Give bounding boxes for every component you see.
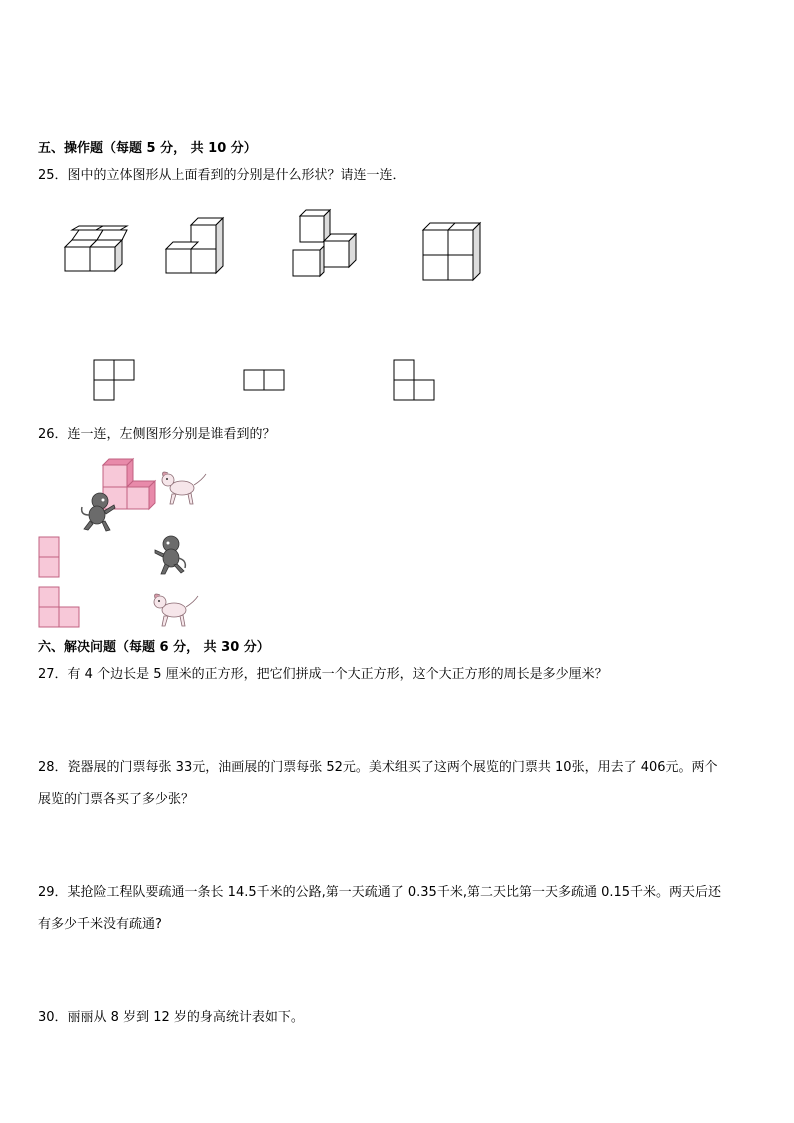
question-28-line-1: 28．瓷器展的门票每张 33元，油画展的门票每张 52元。美术组买了这两个展览的门票共 10张，用去了 406元。两个 [38,760,718,775]
q25-solid-d [420,220,484,284]
q26-dog-icon-1 [158,470,210,506]
section-6-title: 六、解决问题（每题 6 分， 共 30 分） [38,640,270,655]
q25-solid-b [163,214,229,276]
q26-dog-icon-2 [150,592,202,628]
question-29-line-1: 29．某抢险工程队要疏通一条长 14.5千米的公路,第一天疏通了 0.35千米,第二天比第一天多疏通 0.15千米。两天后还 [38,885,722,900]
q26-side-view-shape [38,586,84,630]
q25-top-view-1 [93,359,137,403]
q25-solid-c [290,208,362,278]
q26-monkey-icon-2 [151,534,191,576]
q25-top-view-2 [243,369,287,393]
question-28-line-2: 展览的门票各买了多少张？ [38,792,195,807]
question-27: 27．有 4 个边长是 5 厘米的正方形，把它们拼成一个大正方形，这个大正方形的周长是多少厘米？ [38,667,608,682]
q25-top-view-3 [393,359,437,403]
question-26: 26．连一连，左侧图形分别是谁看到的？ [38,427,276,442]
question-29-line-2: 有多少千米没有疏通? [38,917,162,932]
q26-front-view-shape [38,536,62,580]
question-25: 25．图中的立体图形从上面看到的分别是什么形状？请连一连． [38,168,406,183]
q25-solid-a [62,226,128,274]
section-5-title: 五、操作题（每题 5 分， 共 10 分） [38,141,257,156]
question-30: 30．丽丽从 8 岁到 12 岁的身高统计表如下。 [38,1010,304,1025]
q26-monkey-icon-1 [78,491,118,533]
